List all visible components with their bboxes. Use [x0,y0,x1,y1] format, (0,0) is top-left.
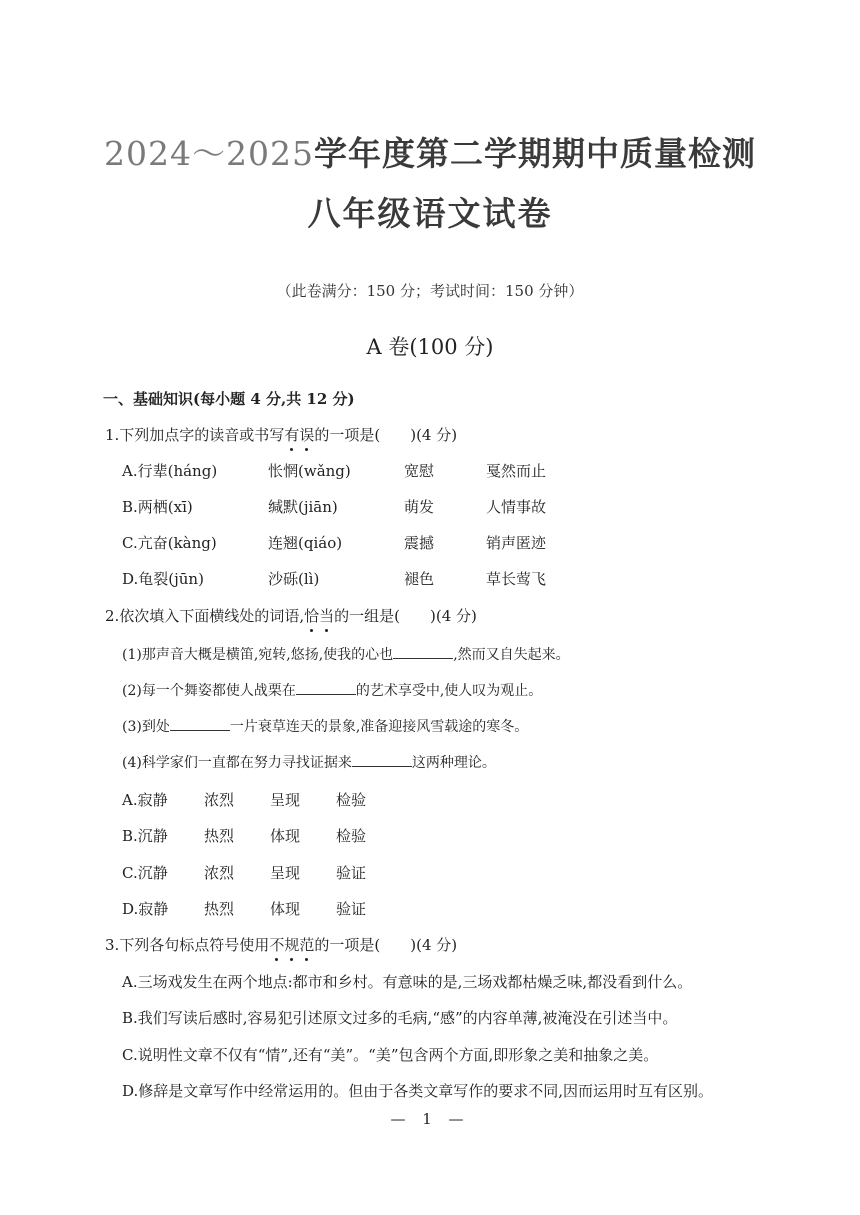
q3-option-d: D.修辞是文章写作中经常运用的。但由于各类文章写作的要求不同,因而运用时互有区别。 [122,1082,714,1100]
q2-sentence-4 [122,752,496,772]
q3-stem-end: )(4 分) [410,936,458,954]
q2-option-b-4: 检验 [336,827,367,845]
q1-stem-pre: 1.下列加点字的读音或书写 [105,426,285,444]
q2-dot-char: 恰 [304,607,320,625]
q2-option-d-2: 热烈 [204,900,235,918]
q1-option-b-4: 人情事故 [486,498,547,516]
q3-dot-char: 规 [284,936,300,954]
q2-sentence-text: (4)科学家们一直都在努力寻找证据来 [122,755,352,771]
q2-stem-post: 的一组是( [334,607,400,625]
q1-option-d-2: 沙砾(lì) [268,570,320,588]
page-number: — 1 — [390,1110,470,1128]
q2-stem-pre: 2.依次填入下面横线处的词语, [105,607,305,625]
q3-dot-char: 范 [299,936,315,954]
q2-option-a-1: A.寂静 [122,791,168,809]
q1-option-c-3: 震撼 [404,534,435,552]
q2-option-c-1: C.沉静 [122,864,168,882]
q1-dot-char: 有 [284,426,300,444]
exam-title [0,128,860,175]
q2-option-c-2: 浓烈 [204,864,235,882]
title-year: 2024～2025 [104,134,314,173]
q1-option-b-2: 缄默(jiān) [268,498,338,516]
fill-blank[interactable] [170,718,230,731]
q1-option-c-1: C.亢奋(kàng) [122,534,217,552]
q2-option-b-1: B.沉静 [122,827,168,845]
q2-sentence-text: 一片衰草连天的景象,准备迎接风雪载途的寒冬。 [229,719,529,735]
q2-sentence-text: 的艺术享受中,使人叹为观止。 [355,683,543,699]
q2-sentence-text: ,然而又自失起来。 [453,647,570,663]
exam-subtitle: 八年级语文试卷 [307,194,553,233]
q1-option-d-1: D.龟裂(jūn) [122,570,204,588]
question-3-stem [105,934,457,955]
exam-info: （此卷满分：150 分；考试时间：150 分钟） [276,282,584,300]
q2-sentence-1 [122,644,570,664]
q2-option-c-3: 呈现 [270,864,301,882]
q2-sentence-text: (1)那声音大概是横笛,宛转,悠扬,使我的心也 [122,647,394,663]
q2-sentence-2 [122,680,542,700]
q1-option-c-4: 销声匿迹 [486,534,547,552]
q2-sentence-text: 这两种理论。 [411,755,496,771]
q1-stem-end: )(4 分) [410,426,458,444]
q2-sentence-text: (3)到处 [122,719,170,735]
volume-heading: A 卷(100 分) [366,335,494,359]
q2-option-d-3: 体现 [270,900,301,918]
q2-option-a-2: 浓烈 [204,791,235,809]
q3-option-b: B.我们写读后感时,容易犯引述原文过多的毛病,“感”的内容单薄,被淹没在引述当中。 [122,1009,678,1027]
q2-option-a-3: 呈现 [270,791,301,809]
question-2-stem [105,605,477,626]
q2-option-b-2: 热烈 [204,827,235,845]
q2-option-d-4: 验证 [336,900,367,918]
q3-option-a: A.三场戏发生在两个地点:都市和乡村。有意味的是,三场戏都枯燥乏味,都没看到什么。 [122,973,693,991]
q3-dot-char: 不 [269,936,285,954]
q1-dot-char: 误 [299,426,315,444]
q2-option-b-3: 体现 [270,827,301,845]
q1-option-d-3: 褪色 [404,570,435,588]
q1-option-a-1: A.行辈(háng) [122,462,218,480]
q1-option-b-3: 萌发 [404,498,435,516]
q1-stem-post: 的一项是( [314,426,381,444]
q3-option-c: C.说明性文章不仅有“情”,还有“美”。“美”包含两个方面,即形象之美和抽象之美。 [122,1046,659,1064]
question-1-stem [105,424,457,445]
q1-option-d-4: 草长莺飞 [486,570,547,588]
q2-dot-char: 当 [319,607,335,625]
q1-option-a-3: 宽慰 [404,462,435,480]
q1-option-b-1: B.两栖(xī) [122,498,193,516]
q2-sentence-text: (2)每一个舞姿都使人战栗在 [122,683,296,699]
section-heading: 一、基础知识(每小题 4 分,共 12 分) [103,390,355,408]
q2-stem-end: )(4 分) [429,607,477,625]
q1-option-c-2: 连翘(qiáo) [268,534,343,552]
q3-stem-post: 的一项是( [314,936,381,954]
title-rest: 学年度第二学期期中质量检测 [313,134,756,173]
q1-option-a-4: 戛然而止 [486,462,547,480]
fill-blank[interactable] [352,754,412,767]
q3-stem-pre: 3.下列各句标点符号使用 [105,936,270,954]
q2-sentence-3 [122,716,528,736]
q2-option-a-4: 检验 [336,791,367,809]
fill-blank[interactable] [393,646,453,659]
fill-blank[interactable] [296,682,356,695]
q1-option-a-2: 怅惘(wǎng) [268,462,351,480]
q2-option-d-1: D.寂静 [122,900,169,918]
q2-option-c-4: 验证 [336,864,367,882]
